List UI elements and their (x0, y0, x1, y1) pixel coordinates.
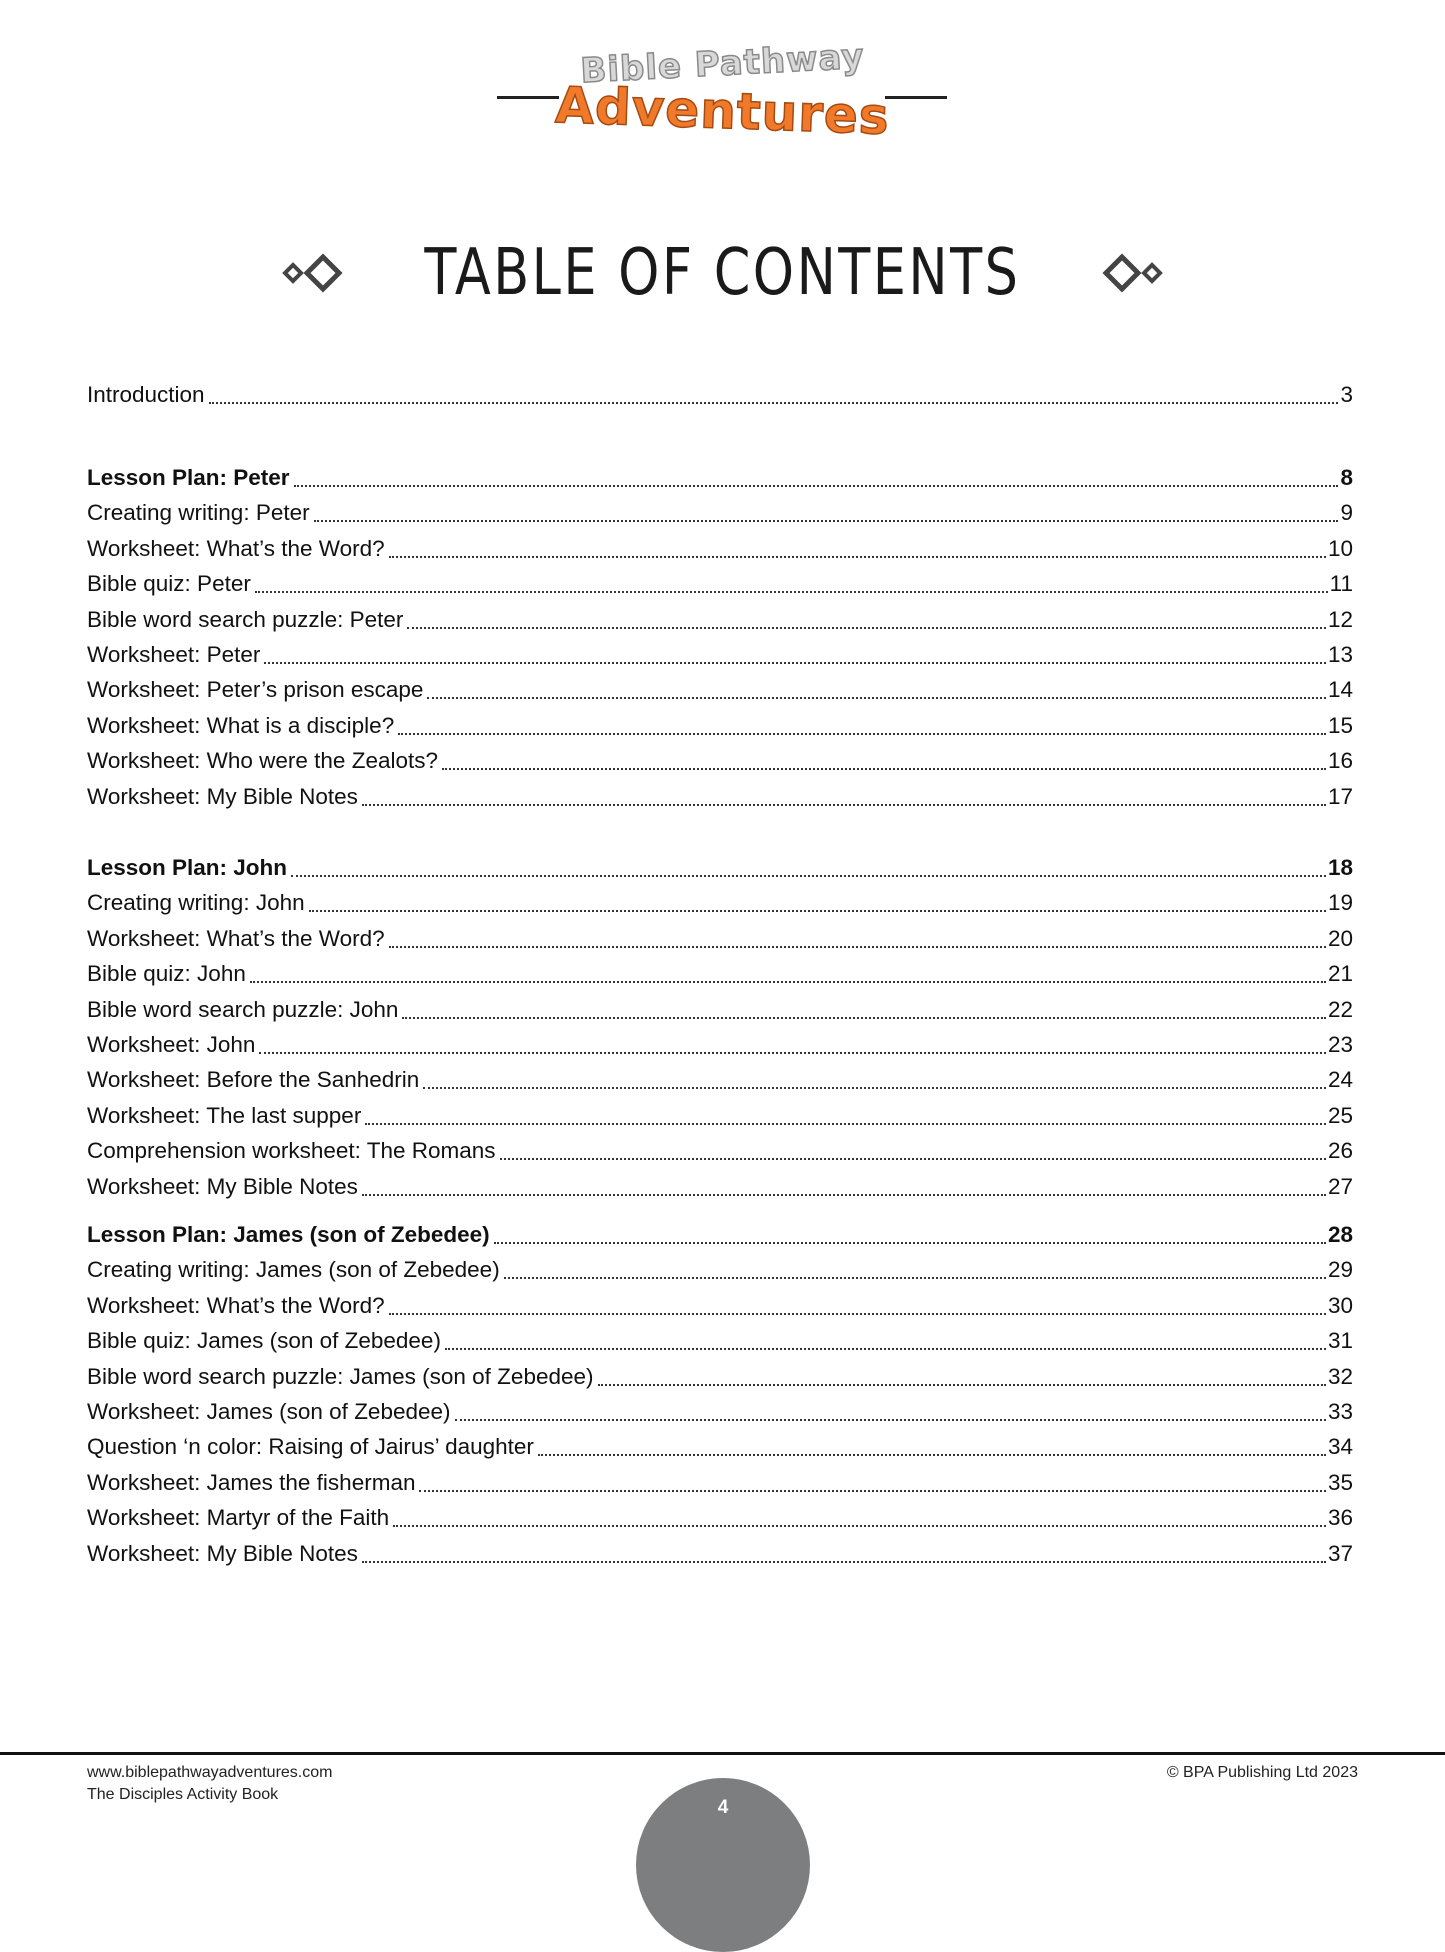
toc-entry (87, 534, 1353, 564)
toc-entry (87, 1468, 1353, 1498)
toc-entry (87, 1326, 1353, 1356)
toc-entry (87, 1539, 1353, 1569)
toc-entry (87, 605, 1353, 635)
toc-section-heading (87, 463, 1353, 493)
toc-entry-label: Bible word search puzzle: Peter (87, 606, 404, 632)
toc-entry-label: Lesson Plan: James (son of Zebedee) (87, 1222, 490, 1247)
toc-entry-label: Introduction (87, 382, 205, 407)
toc-dot-leader (250, 981, 1326, 983)
toc-entry (87, 1136, 1353, 1166)
page-title: TABLE OF CONTENTS (424, 236, 1021, 310)
toc-entry-label: Creating writing: James (son of Zebedee) (87, 1257, 500, 1283)
toc-dot-leader (291, 875, 1326, 877)
toc-entry-label: Worksheet: My Bible Notes (87, 783, 358, 809)
toc-entry-label: Worksheet: My Bible Notes (87, 1540, 358, 1566)
toc-entry (87, 1362, 1353, 1392)
footer-website: www.biblepathwayadventures.com (87, 1764, 333, 1781)
toc-entry-label: Worksheet: What is a disciple? (87, 712, 395, 738)
toc-entry-label: Worksheet: Peter (87, 642, 261, 667)
toc-entry-page: 15 (1327, 712, 1353, 738)
toc-entry-label: Worksheet: James the fisherman (87, 1469, 416, 1495)
toc-dot-leader (309, 910, 1326, 912)
toc-entry (87, 1503, 1353, 1533)
toc-entry (87, 1291, 1353, 1321)
footer-book-title: The Disciples Activity Book (87, 1786, 279, 1803)
toc-entry-page: 36 (1327, 1505, 1353, 1531)
toc-entry (87, 569, 1353, 599)
toc-entry (87, 380, 1353, 410)
toc-entry (87, 888, 1353, 918)
toc-entry-page: 21 (1327, 961, 1353, 987)
toc-entry (87, 675, 1353, 705)
toc-entry-label: Creating writing: John (87, 890, 305, 916)
footer-copyright: © BPA Publishing Ltd 2023 (1166, 1764, 1358, 1781)
toc-entry-page: 8 (1340, 465, 1353, 490)
toc-entry-page: 12 (1327, 606, 1353, 632)
toc-entry-label: Comprehension worksheet: The Romans (87, 1138, 496, 1164)
toc-entry-page: 31 (1327, 1328, 1353, 1354)
toc-dot-leader (419, 1490, 1325, 1492)
toc-dot-leader (362, 804, 1326, 806)
toc-entry-page: 25 (1327, 1102, 1353, 1128)
toc-entry-label: Worksheet: My Bible Notes (87, 1173, 358, 1199)
toc-entry-page: 22 (1327, 996, 1353, 1022)
toc-entry-label: Worksheet: Martyr of the Faith (87, 1505, 390, 1531)
logo (0, 36, 1445, 150)
toc-entry-page: 10 (1327, 535, 1353, 561)
toc-dot-leader (398, 733, 1326, 735)
logo-text-bottom: Adventures (554, 76, 891, 146)
toc-dot-leader (445, 1348, 1326, 1350)
toc-dot-leader (427, 697, 1326, 699)
toc-entry-page: 14 (1327, 677, 1353, 703)
toc-dot-leader (294, 485, 1339, 487)
toc-entry-label: Worksheet: Before the Sanhedrin (87, 1067, 420, 1093)
toc-dot-leader (259, 1052, 1326, 1054)
toc-entry (87, 1030, 1353, 1060)
toc-dot-leader (314, 520, 1339, 522)
page-number: 4 (717, 1797, 729, 1818)
toc-entry-page: 34 (1327, 1434, 1353, 1460)
toc-dot-leader (209, 402, 1339, 404)
toc-dot-leader (389, 946, 1326, 948)
toc-entry-label: Worksheet: Who were the Zealots? (87, 748, 438, 774)
toc-entry-page: 19 (1327, 890, 1353, 916)
toc-entry-label: Lesson Plan: John (87, 855, 288, 880)
diamond-ornament-left-icon (279, 253, 351, 293)
toc-entry-label: Bible word search puzzle: John (87, 996, 399, 1022)
toc-entry-page: 32 (1327, 1363, 1353, 1389)
toc-entry-label: Worksheet: What’s the Word? (87, 535, 385, 561)
toc-entry (87, 782, 1353, 812)
toc-entry (87, 924, 1353, 954)
toc-entry (87, 1065, 1353, 1095)
diamond-ornament-right-icon (1094, 253, 1166, 293)
toc-entry-label: Bible word search puzzle: James (son of Zebedee) (87, 1363, 594, 1389)
toc-dot-leader (393, 1525, 1326, 1527)
toc-entry-label: Bible quiz: James (son of Zebedee) (87, 1328, 441, 1354)
toc-entry-label: Question ‘n color: Raising of Jairus’ daughter (87, 1434, 534, 1460)
footer-left (87, 1762, 332, 1806)
toc-section-heading (87, 853, 1353, 883)
toc-dot-leader (389, 556, 1326, 558)
toc-dot-leader (442, 768, 1326, 770)
toc-entry-page: 35 (1327, 1469, 1353, 1495)
toc-entry-label: Worksheet: What’s the Word? (87, 1292, 385, 1318)
toc-entry (87, 959, 1353, 989)
toc-entry-label: Lesson Plan: Peter (87, 465, 290, 490)
toc-entry-page: 18 (1327, 855, 1353, 880)
toc-entry-page: 17 (1327, 783, 1353, 809)
toc-dot-leader (500, 1158, 1326, 1160)
toc-entry (87, 498, 1353, 528)
toc-entry-label: Worksheet: John (87, 1032, 256, 1057)
toc-entry-page: 28 (1327, 1222, 1353, 1247)
toc-dot-leader (407, 627, 1326, 629)
toc-dot-leader (598, 1384, 1326, 1386)
toc-entry-page: 27 (1327, 1173, 1353, 1199)
toc-entry-page: 13 (1327, 642, 1353, 667)
toc-entry-label: Worksheet: James (son of Zebedee) (87, 1399, 451, 1424)
toc-entry-page: 11 (1329, 571, 1353, 597)
logo-text-top: Bible Pathway (579, 36, 866, 92)
toc-dot-leader (538, 1454, 1326, 1456)
footer-rule (0, 1752, 1445, 1755)
toc-entry-page: 24 (1327, 1067, 1353, 1093)
toc-section-heading (87, 1220, 1353, 1250)
toc-entry-label: Worksheet: The last supper (87, 1102, 362, 1128)
toc-entry-page: 9 (1340, 500, 1353, 526)
toc-dot-leader (402, 1017, 1326, 1019)
toc-dot-leader (494, 1242, 1326, 1244)
toc-dot-leader (455, 1419, 1326, 1421)
toc-dot-leader (255, 591, 1328, 593)
toc-entry-page: 23 (1327, 1032, 1353, 1057)
toc-entry-label: Creating writing: Peter (87, 500, 310, 526)
toc-entry (87, 1101, 1353, 1131)
toc-entry (87, 995, 1353, 1025)
toc-dot-leader (365, 1123, 1326, 1125)
toc-entry-page: 26 (1327, 1138, 1353, 1164)
toc-entry (87, 1397, 1353, 1427)
toc-entry (87, 1255, 1353, 1285)
toc-dot-leader (423, 1087, 1326, 1089)
toc-dot-leader (389, 1313, 1326, 1315)
toc-entry (87, 640, 1353, 670)
toc-entry-page: 37 (1327, 1540, 1353, 1566)
toc-entry (87, 1432, 1353, 1462)
title-row (0, 228, 1445, 318)
toc-entry-page: 29 (1327, 1257, 1353, 1283)
toc-entry-page: 16 (1327, 748, 1353, 774)
toc-entry-page: 30 (1327, 1292, 1353, 1318)
toc-dot-leader (504, 1277, 1326, 1279)
toc-entry-label: Worksheet: Peter’s prison escape (87, 677, 424, 703)
toc-entry-page: 3 (1340, 382, 1353, 407)
toc-entry-page: 20 (1327, 925, 1353, 951)
toc-dot-leader (362, 1561, 1326, 1563)
toc-entry-label: Bible quiz: John (87, 961, 246, 987)
toc-dot-leader (362, 1194, 1326, 1196)
toc-dot-leader (264, 662, 1326, 664)
toc-entry (87, 746, 1353, 776)
toc-entry (87, 1172, 1353, 1202)
toc-entry-page: 33 (1327, 1399, 1353, 1424)
toc-entry-label: Bible quiz: Peter (87, 571, 251, 597)
toc-entry (87, 711, 1353, 741)
toc-entry-label: Worksheet: What’s the Word? (87, 925, 385, 951)
